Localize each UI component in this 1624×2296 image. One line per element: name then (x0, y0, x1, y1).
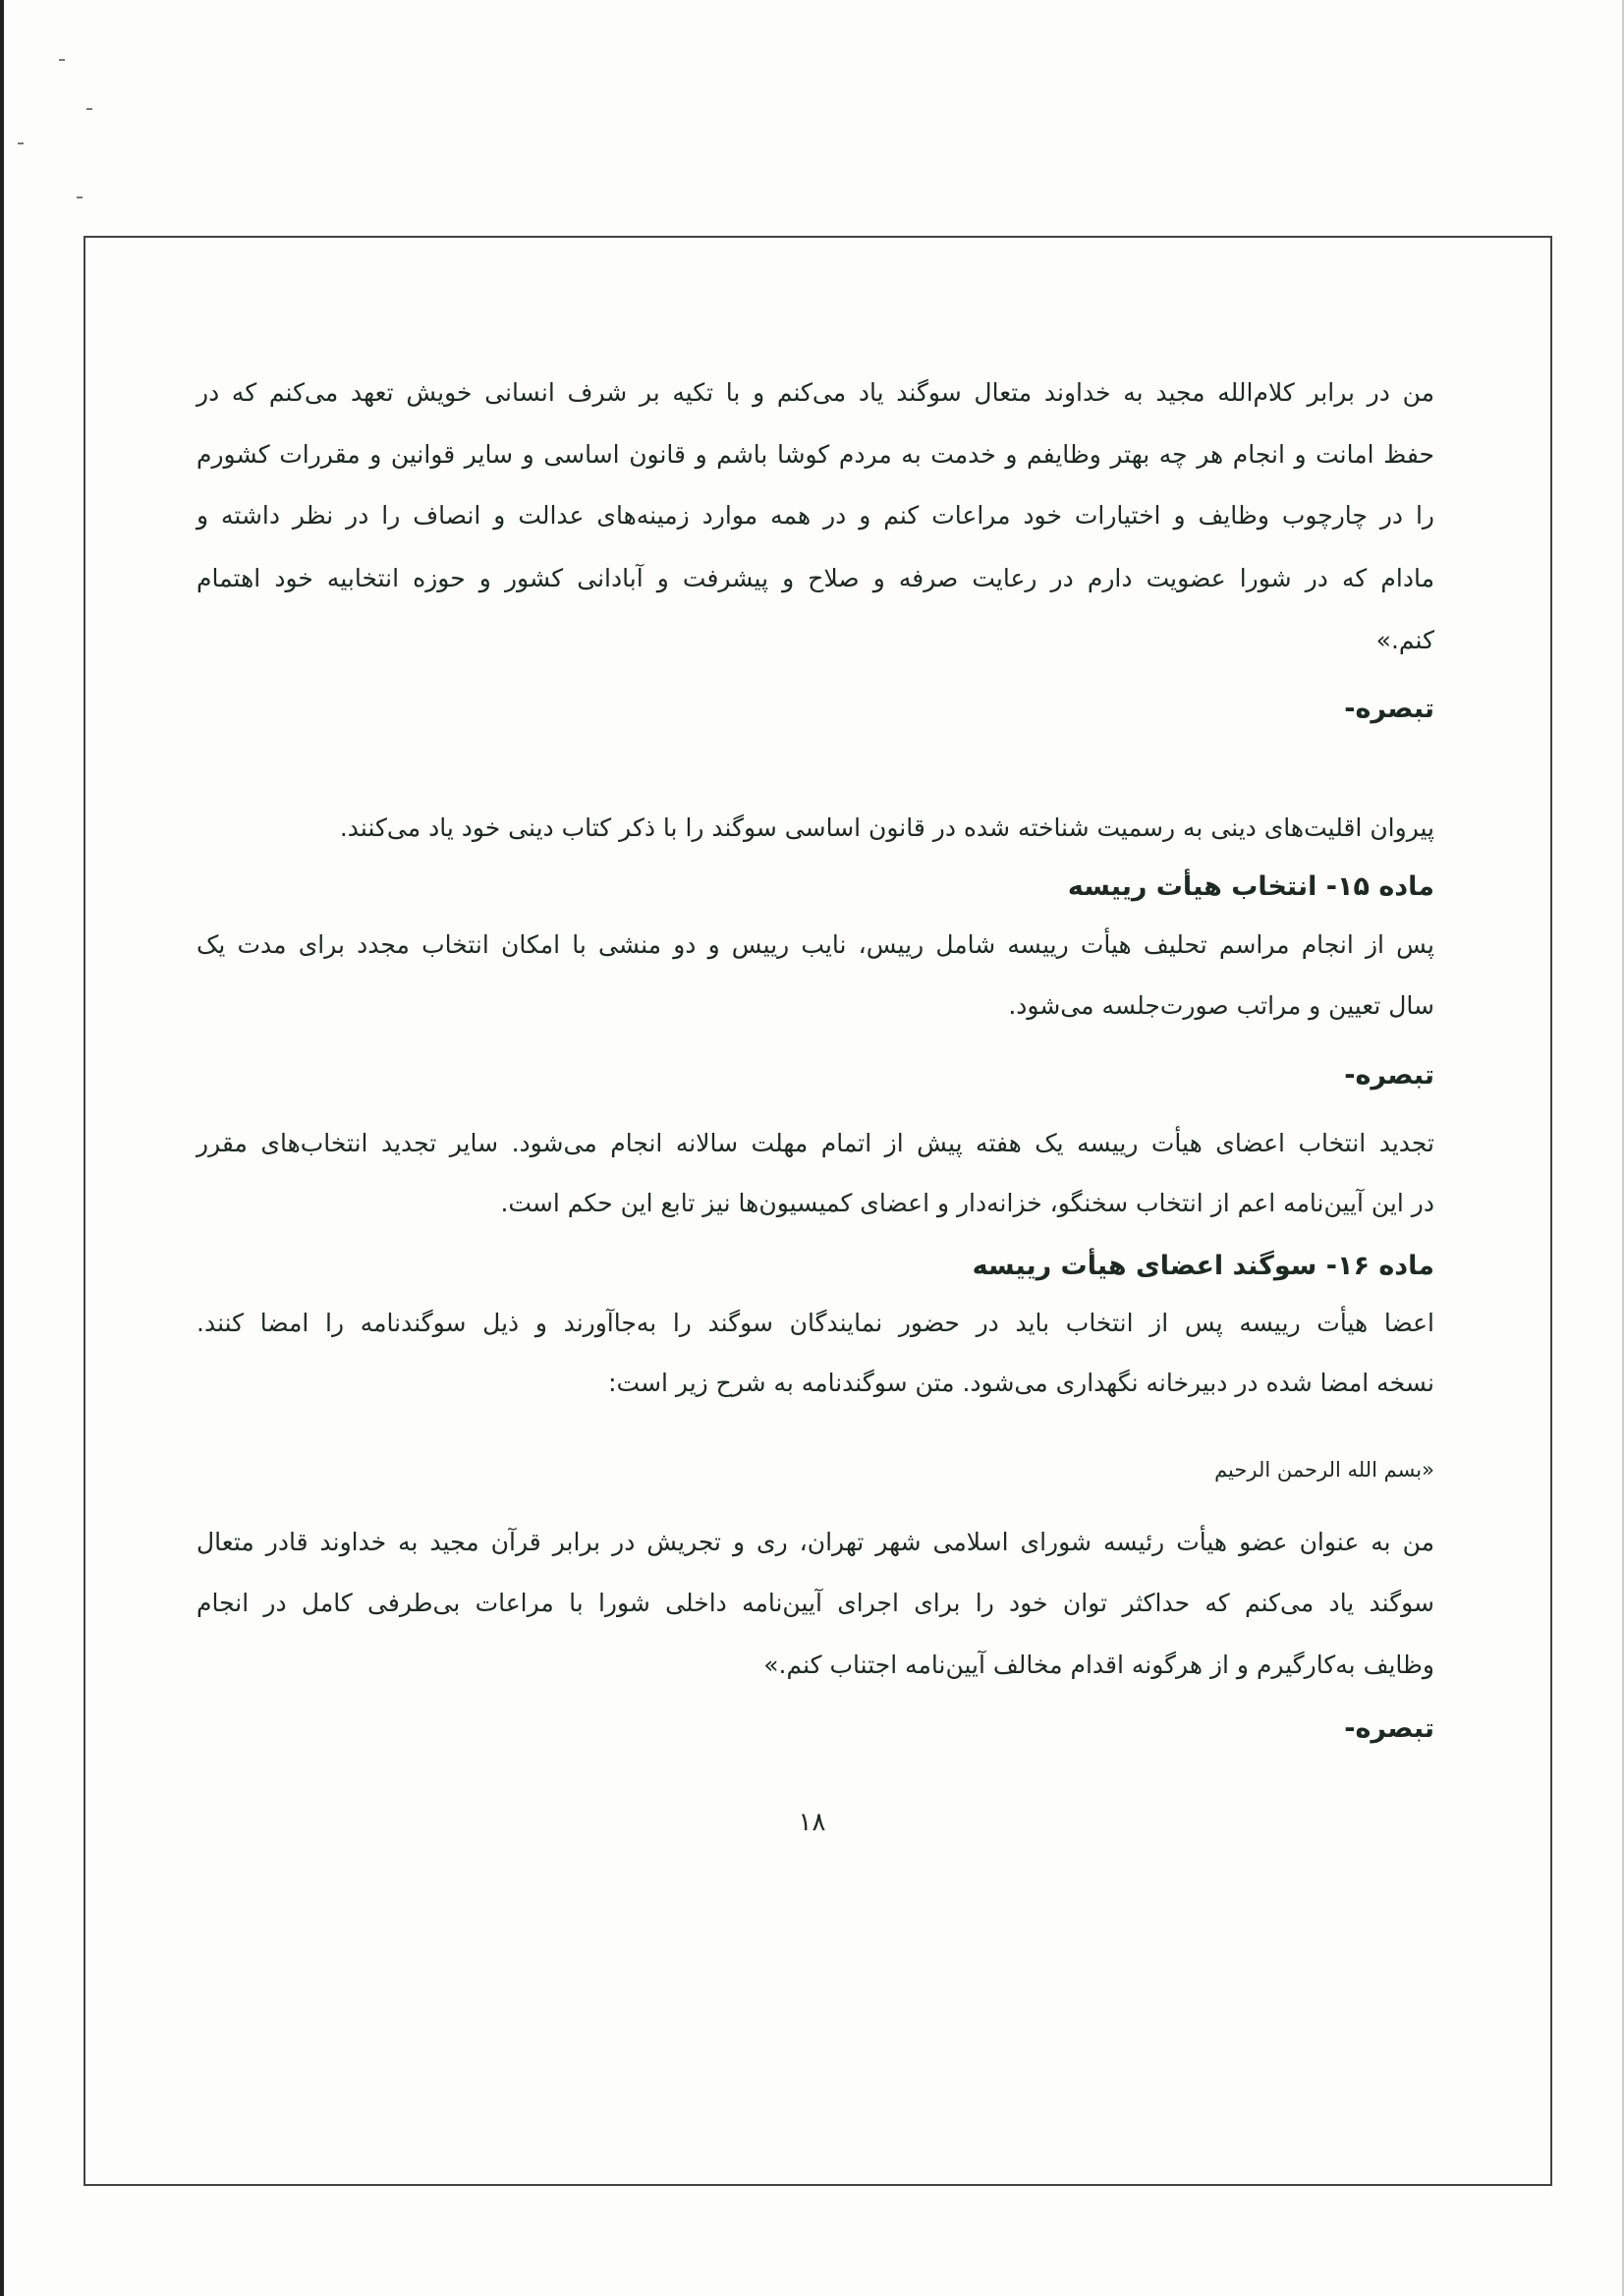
bismillah: «بسم الله الرحمن الرحیم (1214, 1458, 1434, 1482)
article-15-note-line: تجدید انتخاب اعضای هیأت رییسه یک هفته پیش از اتمام مهلت سالانه انجام می‌شود. سایر تجدید انتخاب‌های مقرر (196, 1129, 1434, 1157)
scan-mark (18, 142, 24, 144)
article-16-oath-line: وظایف به‌کارگیرم و از هرگونه اقدام مخالف آیین‌نامه اجتناب کنم.» (763, 1651, 1434, 1679)
article-16-oath-line: سوگند یاد می‌کنم که حداکثر توان خود را برای اجرای آیین‌نامه داخلی شورا با مراعات بی‌طرفی کامل در انجام (196, 1589, 1434, 1617)
article-16-oath-line: من به عنوان عضو هیأت رئیسه شورای اسلامی شهر تهران، ری و تجریش در برابر قرآن مجید به خداوند قادر متعال (196, 1528, 1434, 1556)
page-number: ۱۸ (798, 1808, 826, 1837)
oath-line: کنم.» (1375, 626, 1434, 654)
oath-line: من در برابر کلام‌الله مجید به خداوند متعال سوگند یاد می‌کنم و با تکیه بر شرف انسانی خویش تعهد می‌کنم که در (196, 378, 1434, 407)
oath-line: مادام که در شورا عضویت دارم در رعایت صرفه و صلاح و پیشرفت و آبادانی کشور و حوزه انتخابیه خود اهتمام (196, 564, 1434, 592)
note-label: تبصره- (1344, 1060, 1434, 1091)
scan-mark (86, 108, 92, 110)
oath-line: را در چارچوب وظایف و اختیارات خود مراعات کنم و در همه موارد زمینه‌های عدالت و انصاف را در نظر داشته و (196, 501, 1434, 530)
article-16-line: اعضا هیأت رییسه پس از انتخاب باید در حضور نمایندگان سوگند را به‌جاآورند و ذیل سوگندنامه را امضا کنند. (196, 1309, 1434, 1337)
article-16-line: نسخه امضا شده در دبیرخانه نگهداری می‌شود. متن سوگندنامه به شرح زیر است: (608, 1369, 1434, 1397)
oath-line: حفظ امانت و انجام هر چه بهتر وظایفم و خدمت به مردم کوشا باشم و قانون اساسی و سایر قوانین و مقررات کشورم (196, 440, 1434, 469)
note-text: پیروان اقلیت‌های دینی به رسمیت شناخته شده در قانون اساسی سوگند را با ذکر کتاب دینی خود یاد می‌کنند. (339, 813, 1434, 842)
article-15-line: سال تعیین و مراتب صورت‌جلسه می‌شود. (1008, 991, 1434, 1020)
article-15-line: پس از انجام مراسم تحلیف هیأت رییسه شامل رییس، نایب رییس و دو منشی با امکان انتخاب مجدد برای مدت یک (196, 930, 1434, 959)
scan-mark (77, 196, 83, 198)
note-label: تبصره- (1344, 1713, 1434, 1744)
article-16-heading: ماده ۱۶- سوگند اعضای هیأت رییسه (972, 1251, 1434, 1281)
article-15-heading: ماده ۱۵- انتخاب هیأت رییسه (1067, 871, 1434, 902)
article-15-note-line: در این آیین‌نامه اعم از انتخاب سخنگو، خزانه‌دار و اعضای کمیسیون‌ها نیز تابع این حکم است. (500, 1189, 1434, 1217)
scan-edge-left (0, 0, 4, 2296)
scan-mark (59, 59, 65, 61)
note-label: تبصره- (1344, 694, 1434, 724)
